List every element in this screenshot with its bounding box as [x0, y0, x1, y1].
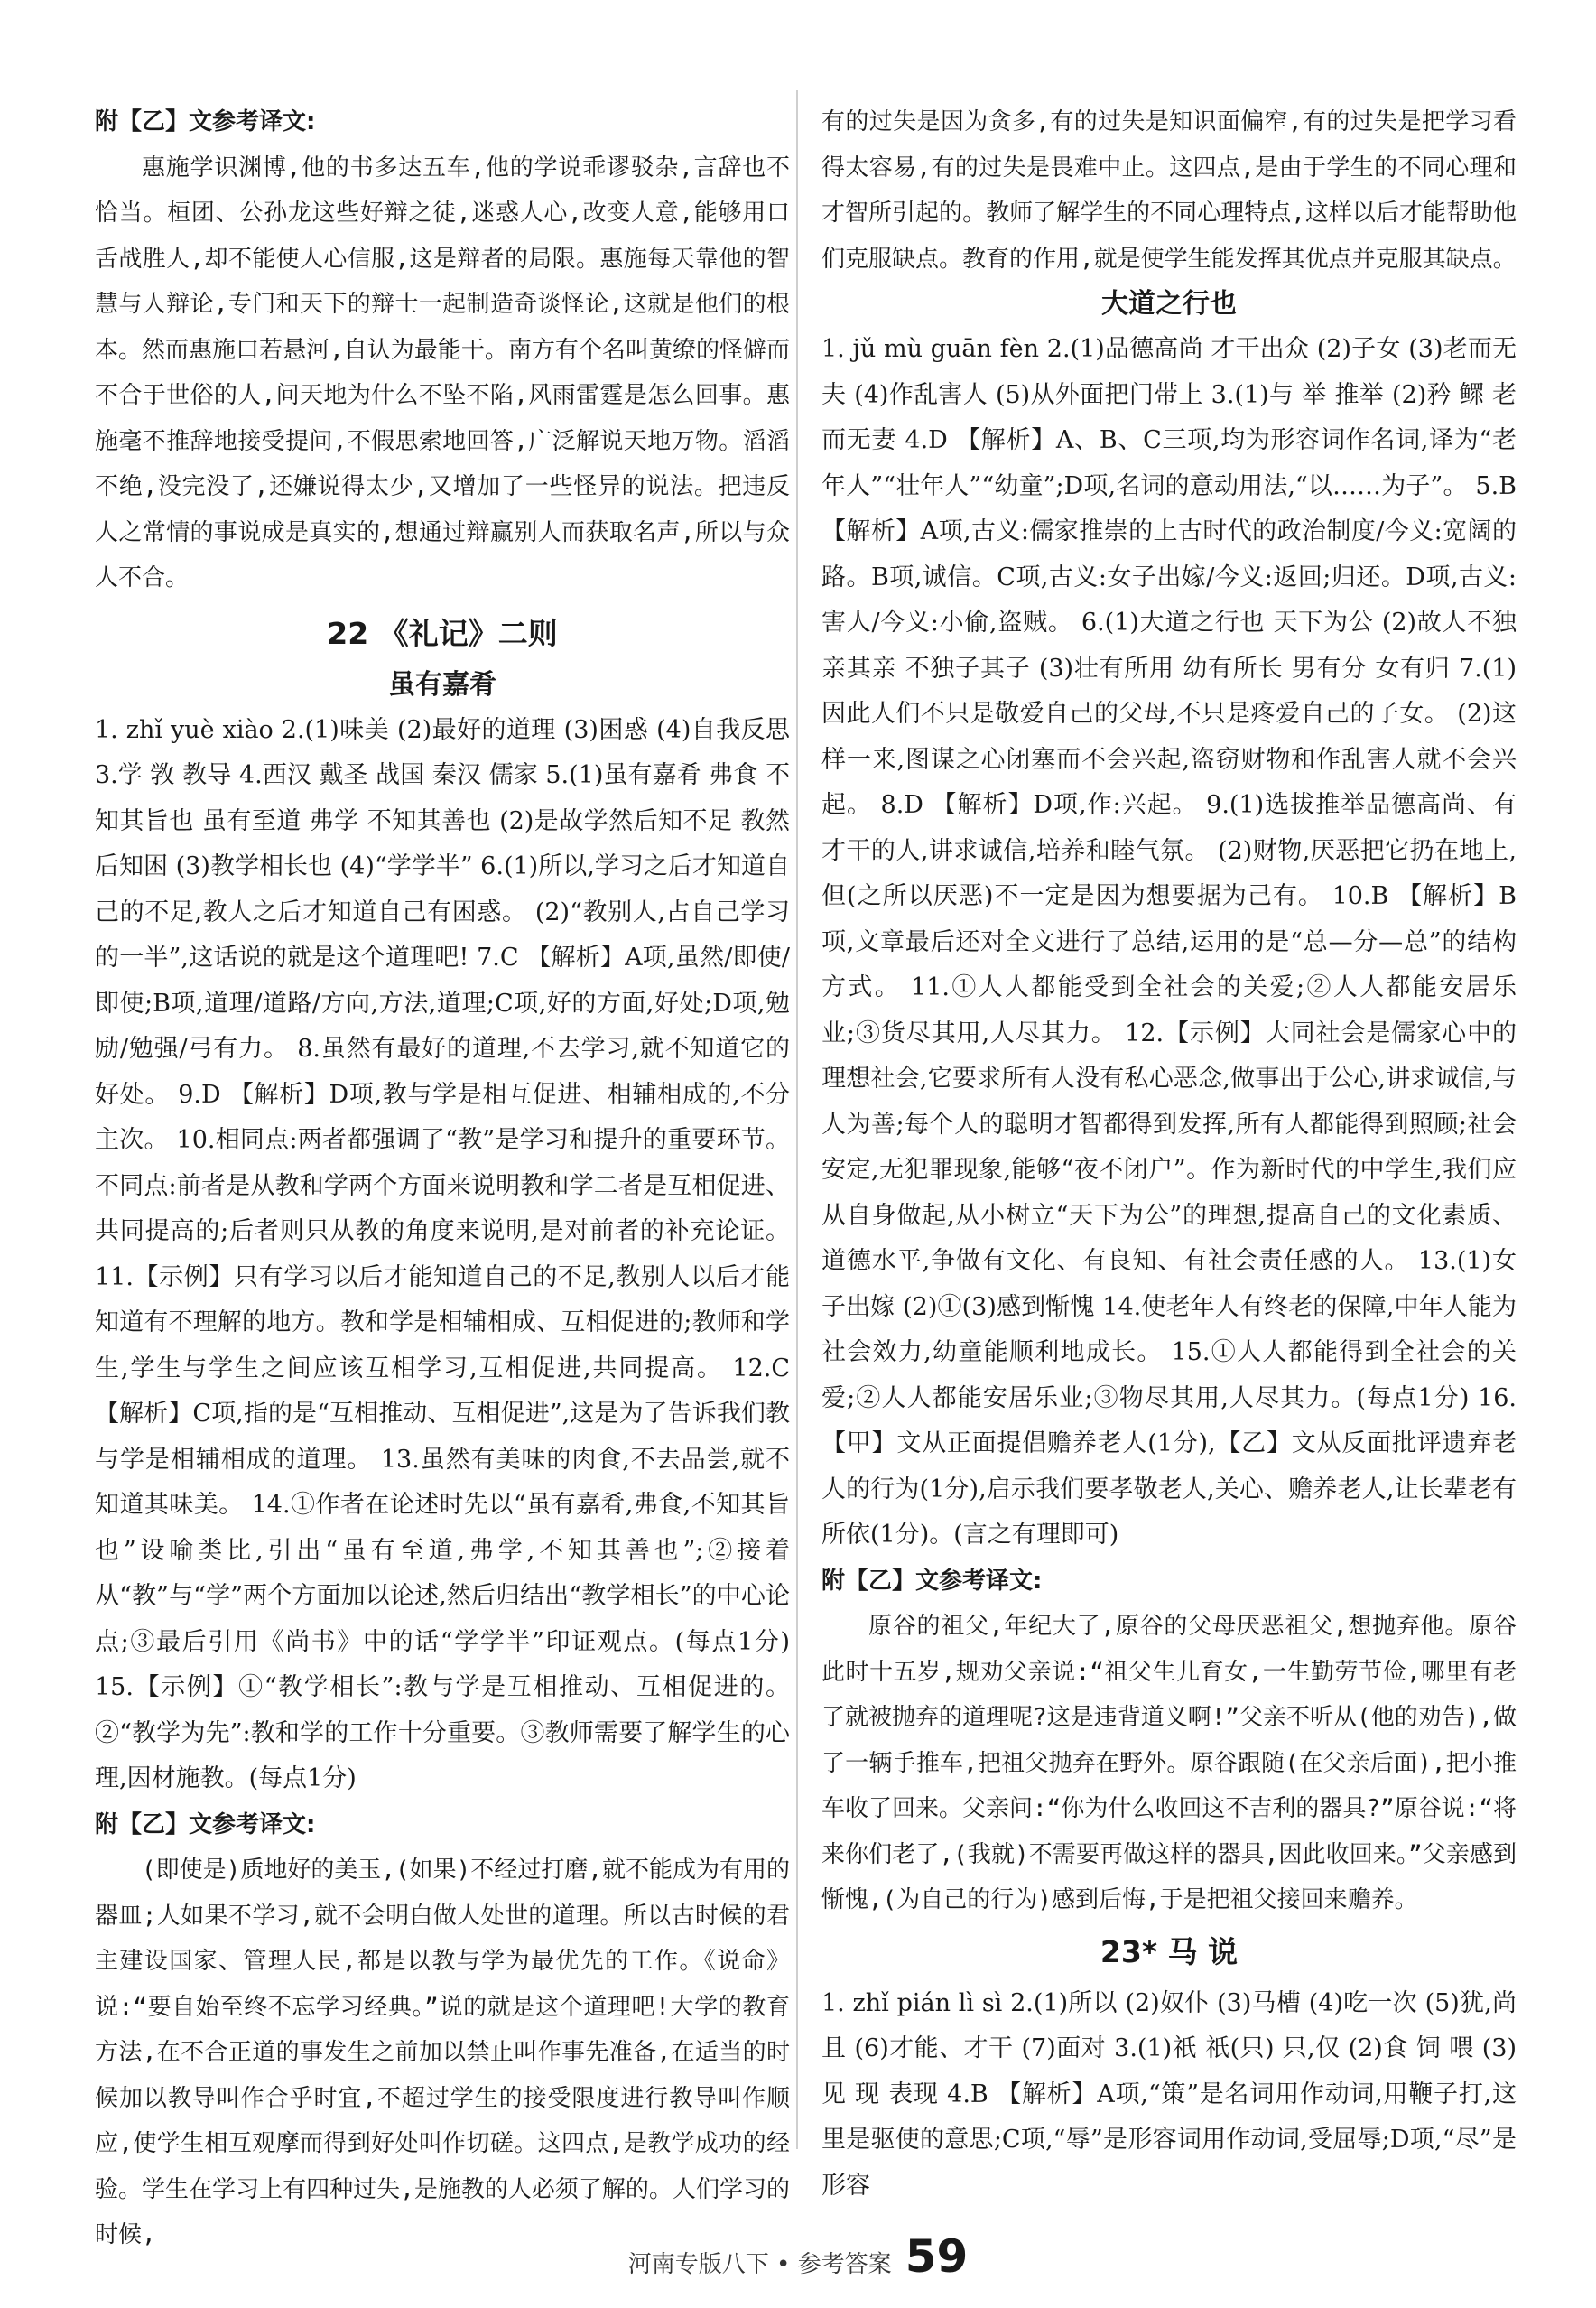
translation-heading: 附【乙】文参考译文:: [95, 1810, 316, 1838]
translation-text: (即使是)质地好的美玉,(如果)不经过打磨,就不能成为有用的器皿;人如果不学习,就不会明白做人处世的道理。所以古时候的君主建设国家、管理人民,都是以教与学为最优先的工作。《说命》说:“要自始至终不忘学习经典。”说的就是这个道理吧!大学的教育方法,在不合正道的事发生之前加以禁止叫作事先准备,在适当的时候加以教导叫作合乎时宜,不超过学生的接受限度进行教导叫作顺应,使学生相互观摩而得到好处叫作切磋。这四点,是教学成功的经验。学生在学习上有四种过失,是施教的人必须了解的。人们学习的时候,: [95, 1857, 790, 2248]
answer-block: 1. zhǐ yuè xiào 2.(1)味美 (2)最好的道理 (3)困惑 (4)自我反思 3.学 敩 教导 4.西汉 戴圣 战国 秦汉 儒家 5.(1)虽有嘉肴 弗食 不知其旨也 虽有至道 弗学 不知其善也 (2)是故学然后知不足 教然后知困 (3)教学相长也 (4)“学学半” 6.(1)所以,学习之后才知道自己的不足,教人之后才知道自己有困惑。 (2)“教别人,占自己学习的一半”,这话说的就是这个道理吧! 7.C 【解析】A项,虽然/即使/即使;B项,道理/道路/方向,方法,道理;C项,好的方面,好处;D项,勉励/勉强/弓有力。 8.虽然有最好的道理,不去学习,就不知道它的好处。 9.D 【解析】D项,教与学是相互促进、相辅相成的,不分主次。 10.相同点:两者都强调了“教”是学习和提升的重要环节。不同点:前者是从教和学两个方面来说明教和学二者是互相促进、共同提高的;后者则只从教的角度来说明,是对前者的补充论证。 11.【示例】只有学习以后才能知道自己的不足,教别人以后才能知道有不理解的地方。教和学是相辅相成、互相促进的;教师和学生,学生与学生之间应该互相学习,互相促进,共同提高。 12.C 【解析】C项,指的是“互相推动、互相促进”,这是为了告诉我们教与学是相辅相成的道理。 13.虽然有美味的肉食,不去品尝,就不知道其味美。 14.①作者在论述时先以“虽有嘉肴,弗食,不知其旨也”设喻类比,引出“虽有至道,弗学,不知其善也”;②接着从“教”与“学”两个方面加以论述,然后归结出“教学相长”的中心论点;③最后引用《尚书》中的话“学学半”印证观点。(每点1分) 15.【示例】①“教学相长”:教与学是互相推动、互相促进的。②“教学为先”:教和学的工作十分重要。③教师需要了解学生的心理,因材施教。(每点1分): [95, 715, 790, 1792]
left-column: [95, 99, 790, 2258]
translation-heading: 附【乙】文参考译文:: [821, 1567, 1043, 1595]
translation-text: 原谷的祖父,年纪大了,原谷的父母厌恶祖父,想抛弃他。原谷此时十五岁,规劝父亲说:“祖父生儿育女,一生勤劳节俭,哪里有老了就被抛弃的道理呢?这是违背道义啊!”父亲不听从(他的劝告),做了一辆手推车,把祖父抛弃在野外。原谷跟随(在父亲后面),把小推车收了回来。父亲问:“你为什么收回这不吉利的器具?”原谷说:“将来你们老了,(我就)不需要再做这样的器具,因此收回来。”父亲感到惭愧,(为自己的行为)感到后悔,于是把祖父接回来赡养。: [821, 1613, 1517, 1913]
translation-text-continued: 有的过失是因为贪多,有的过失是知识面偏窄,有的过失是把学习看得太容易,有的过失是畏难中止。这四点,是由于学生的不同心理和才智所引起的。教师了解学生的不同心理特点,这样以后才能帮助他们克服缺点。教育的作用,就是使学生能发挥其优点并克服其缺点。: [821, 108, 1517, 273]
column-divider: [796, 90, 798, 2149]
answer-block: 1. zhǐ pián lì sì 2.(1)所以 (2)奴仆 (3)马槽 (4)吃一次 (5)犹,尚且 (6)才能、才干 (7)面对 3.(1)祇 祇(只) 只,仅 (2)食 饲 喂 (3)见 现 表现 4.B 【解析】A项,“策”是名词用作动词,用鞭子打,这里是驱使的意思;C项,“辱”是形容词用作动词,受屈辱;D项,“尽”是形容: [821, 1988, 1517, 2200]
answer-block: 1. jǔ mù guān fèn 2.(1)品德高尚 才干出众 (2)子女 (3)老而无夫 (4)作乱害人 (5)从外面把门带上 3.(1)与 举 推举 (2)矜 鳏 老而无妻 4.D 【解析】A、B、C三项,均为形容词作名词,译为“老年人”“壮年人”“幼童”;D项,名词的意动用法,“以……为子”。 5.B 【解析】A项,古义:儒家推崇的上古时代的政治制度/今义:宽阔的路。B项,诚信。C项,古义:女子出嫁/今义:返回;归还。D项,古义:害人/今义:小偷,盗贼。 6.(1)大道之行也 天下为公 (2)故人不独亲其亲 不独子其子 (3)壮有所用 幼有所长 男有分 女有归 7.(1)因此人们不只是敬爱自己的父母,不只是疼爱自己的子女。 (2)这样一来,图谋之心闭塞而不会兴起,盗窃财物和作乱害人就不会兴起。 8.D 【解析】D项,作:兴起。 9.(1)选拔推举品德高尚、有才干的人,讲求诚信,培养和睦气氛。 (2)财物,厌恶把它扔在地上,但(之所以厌恶)不一定是因为想要据为己有。 10.B 【解析】B项,文章最后还对全文进行了总结,运用的是“总—分—总”的结构方式。 11.①人人都能受到全社会的关爱;②人人都能安居乐业;③货尽其用,人尽其力。 12.【示例】大同社会是儒家心中的理想社会,它要求所有人没有私心恶念,做事出于公心,讲求诚信,与人为善;每个人的聪明才智都得到发挥,所有人都能得到照顾;社会安定,无犯罪现象,能够“夜不闭户”。作为新时代的中学生,我们应从自身做起,从小树立“天下为公”的理想,提高自己的文化素质、道德水平,争做有文化、有良知、有社会责任感的人。 13.(1)女子出嫁 (2)①(3)感到惭愧 14.使老年人有终老的保障,中年人能为社会效力,幼童能顺利地成长。 15.①人人都能得到全社会的关爱;②人人都能安居乐业;③物尽其用,人尽其力。(每点1分) 16.【甲】文从正面提倡赡养老人(1分),【乙】文从反面批评遗弃老人的行为(1分),启示我们要孝敬老人,关心、赡养老人,让长辈老有所依(1分)。(言之有理即可): [821, 335, 1517, 1549]
footer-text: 河南专版八下 • 参考答案: [627, 2251, 892, 2278]
chapter-title: 23* 马 说: [1100, 1933, 1239, 1969]
page-footer: [0, 2230, 1596, 2283]
right-column: [821, 99, 1517, 2209]
page-number: 59: [905, 2230, 969, 2283]
translation-text: 惠施学识渊博,他的书多达五车,他的学说乖谬驳杂,言辞也不恰当。桓团、公孙龙这些好辩之徒,迷惑人心,改变人意,能够用口舌战胜人,却不能使人心信服,这是辩者的局限。惠施每天靠他的智慧与人辩论,专门和天下的辩士一起制造奇谈怪论,这就是他们的根本。然而惠施口若悬河,自认为最能干。南方有个名叫黄缭的怪僻而不合于世俗的人,问天地为什么不坠不陷,风雨雷霆是怎么回事。惠施毫不推辞地接受提问,不假思索地回答,广泛解说天地万物。滔滔不绝,没完没了,还嫌说得太少,又增加了一些怪异的说法。把违反人之常情的事说成是真实的,想通过辩赢别人而获取名声,所以与众人不合。: [95, 154, 790, 591]
section-title: 大道之行也: [1101, 288, 1237, 320]
section-title: 虽有嘉肴: [388, 668, 496, 701]
chapter-title: 22 《礼记》二则: [327, 615, 558, 651]
translation-heading: 附【乙】文参考译文:: [95, 108, 316, 135]
